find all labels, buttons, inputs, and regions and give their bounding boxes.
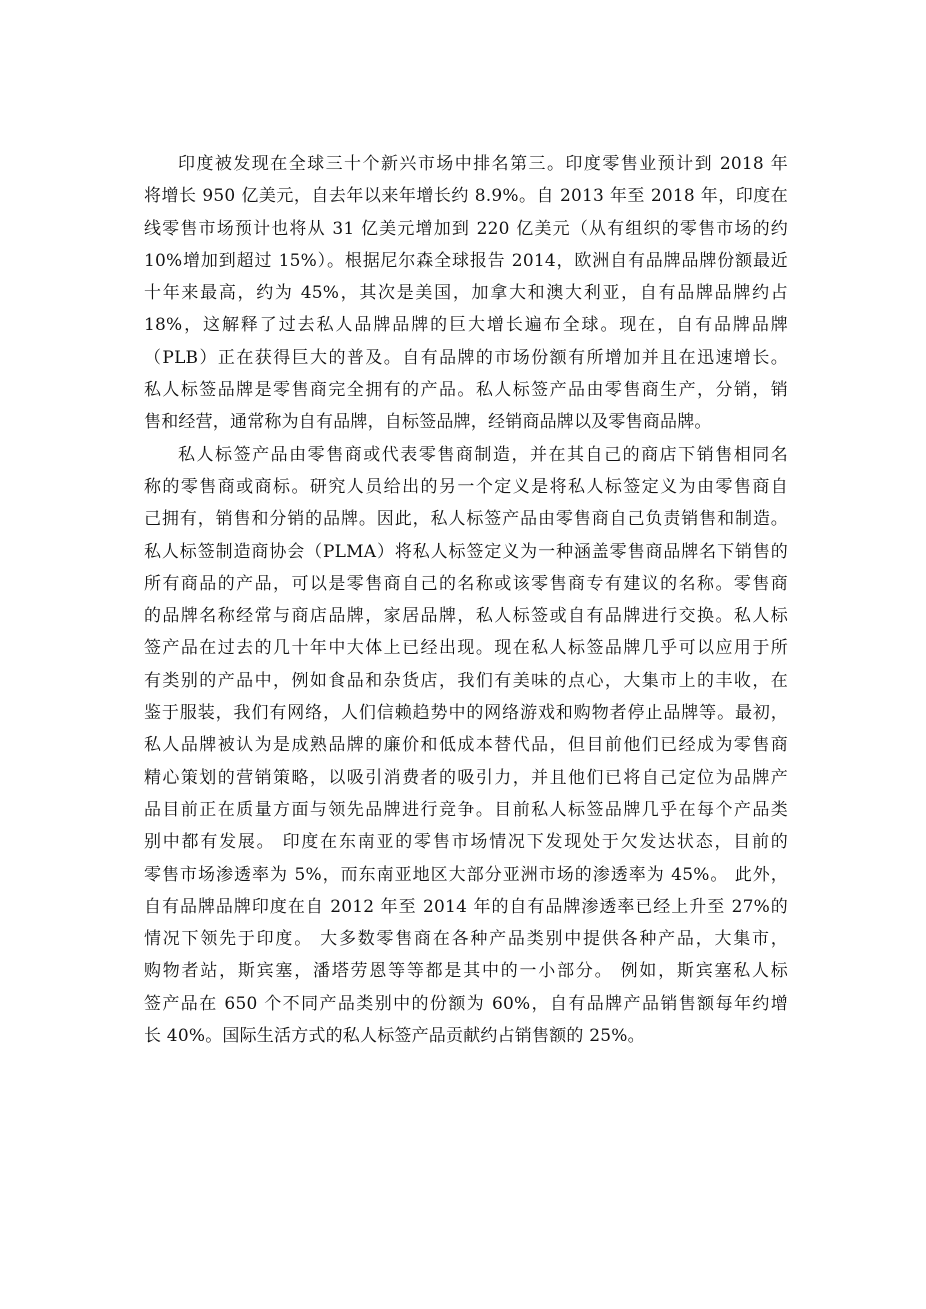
text-line: 品目前正在质量方面与领先品牌进行竞争。目前私人标签品牌几乎在每个产品类 <box>144 799 788 820</box>
text-line: 长 40%。国际生活方式的私人标签产品贡献约占销售额的 25%。 <box>144 1026 645 1047</box>
text-line: 情况下领先于印度。 大多数零售商在各种产品类别中提供各种产品，大集市， <box>144 929 788 950</box>
text-line: 称的零售商或商标。研究人员给出的另一个定义是将私人标签定义为由零售商自 <box>144 476 788 497</box>
text-line: 有类别的产品中，例如食品和杂货店，我们有美味的点心，大集市上的丰收，在 <box>144 670 788 691</box>
text-line: 私人标签品牌是零售商完全拥有的产品。私人标签产品由零售商生产，分销，销 <box>144 380 788 401</box>
text-line: 印度被发现在全球三十个新兴市场中排名第三。印度零售业预计到 2018 年 <box>178 154 788 174</box>
text-line: 精心策划的营销策略，以吸引消费者的吸引力，并且他们已将自己定位为品牌产 <box>144 767 788 788</box>
text-line: 私人标签制造商协会（PLMA）将私人标签定义为一种涵盖零售商品牌名下销售的 <box>144 541 788 562</box>
text-line: 签产品在过去的几十年中大体上已经出现。现在私人标签品牌几乎可以应用于所 <box>144 638 788 659</box>
text-line: 线零售市场预计也将从 31 亿美元增加到 220 亿美元（从有组织的零售市场的约 <box>144 218 788 239</box>
text-line: （PLB）正在获得巨大的普及。自有品牌的市场份额有所增加并且在迅速增长。 <box>144 347 788 368</box>
text-line: 将增长 950 亿美元，自去年以来年增长约 8.9%。自 2013 年至 2018 年，印度在 <box>144 186 788 207</box>
paragraph-1 <box>144 148 788 439</box>
text-line: 别中都有发展。 印度在东南亚的零售市场情况下发现处于欠发达状态，目前的 <box>144 832 788 853</box>
text-line: 自有品牌品牌印度在自 2012 年至 2014 年的自有品牌渗透率已经上升至 27%的 <box>144 896 788 917</box>
text-line: 购物者站，斯宾塞，潘塔劳恩等等都是其中的一小部分。 例如，斯宾塞私人标 <box>144 961 788 982</box>
text-line: 18%，这解释了过去私人品牌品牌的巨大增长遍布全球。现在，自有品牌品牌 <box>144 315 788 336</box>
text-line: 私人品牌被认为是成熟品牌的廉价和低成本替代品，但目前他们已经成为零售商 <box>144 735 788 756</box>
paragraph-2 <box>144 439 788 1053</box>
text-line: 私人标签产品由零售商或代表零售商制造，并在其自己的商店下销售相同名 <box>178 444 788 465</box>
text-line: 十年来最高，约为 45%，其次是美国，加拿大和澳大利亚，自有品牌品牌约占 <box>144 283 788 304</box>
text-line: 10%增加到超过 15%）。根据尼尔森全球报告 2014，欧洲自有品牌品牌份额最近 <box>144 250 788 271</box>
text-line: 的品牌名称经常与商店品牌，家居品牌，私人标签或自有品牌进行交换。私人标 <box>144 606 788 627</box>
text-line: 鉴于服装，我们有网络，人们信赖趋势中的网络游戏和购物者停止品牌等。最初， <box>144 703 788 724</box>
text-line: 签产品在 650 个不同产品类别中的份额为 60%，自有品牌产品销售额每年约增 <box>144 993 788 1014</box>
text-line: 零售市场渗透率为 5%，而东南亚地区大部分亚洲市场的渗透率为 45%。 此外， <box>144 864 788 885</box>
document-body <box>144 148 788 1052</box>
text-line: 己拥有，销售和分销的品牌。因此，私人标签产品由零售商自己负责销售和制造。 <box>144 509 788 530</box>
text-line: 所有商品的产品，可以是零售商自己的名称或该零售商专有建议的名称。零售商 <box>144 573 788 594</box>
text-line: 售和经营，通常称为自有品牌，自标签品牌，经销商品牌以及零售商品牌。 <box>144 412 712 433</box>
